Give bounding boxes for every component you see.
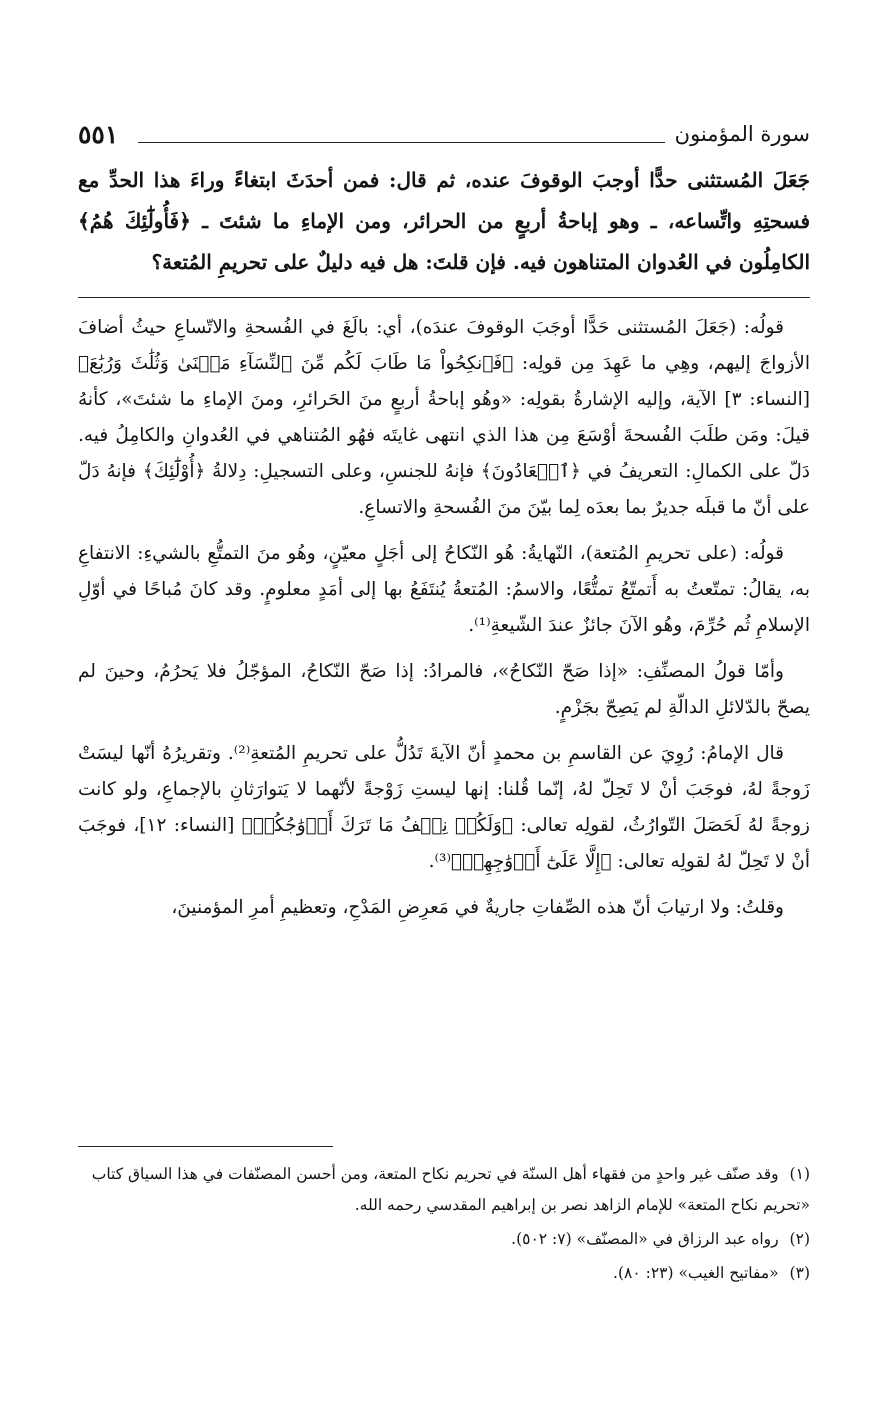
footnotes-section	[78, 1140, 810, 1292]
matn-text: جَعَلَ المُستثنى حدًّا أوجبَ الوقوفَ عنده، ثم قال: فمن أحدَثَ ابتغاءً وراءَ هذا الحدِّ مع فسحتِهِ واتِّساعه، ـ وهو إباحةُ أربعٍ من الحرائر، ومن الإماءِ ما شئتَ ـ ﴿فَأُولَٰٓئِكَ هُمُ﴾ الكامِلُون في العُدوان المتناهون فيه. فإن قلتَ: هل فيه دليلٌ على تحريمِ المُتعة؟	[78, 168, 810, 274]
running-header	[78, 118, 810, 154]
commentary-paragraph: قولُه: (جَعَلَ المُستثنى حَدًّا أوجَبَ الوقوفَ عندَه)، أي: بالَغَ في الفُسحةِ والاتّساعِ حيثُ أضافَ الأزواجَ إليهم، وهِي ما عَهِدَ مِن قولِه: ﴿فَٱنكِحُواْ مَا طَابَ لَكُم مِّنَ ٱلنِّسَآءِ مَثۡنَىٰ وَثُلَٰثَ وَرُبَٰعَ﴾ [النساء: ٣] الآية، وإليه الإشارةُ بقولِه: «وهُو إباحةُ أربعٍ منَ الحَرائرِ، ومنَ الإماءِ ما شئتَ»، كأنهُ قيلَ: ومَن طلَبَ الفُسحةَ أوْسَعَ مِن هذا الذي انتهى غايتَه فهُو المُتناهي في العُدوانِ والكامِلُ فيه. دَلّ على الكمالِ: التعريفُ في ﴿ٱلۡعَادُونَ﴾ فإنهُ للجنسِ، وعلى التسجيلِ: دِلالةُ ﴿أُوْلَٰٓئِكَ﴾ فإنهُ دَلّ على أنّ ما قبلَه جديرٌ بما بعدَه لِما بيّنَ منَ الفُسحةِ والاتساعِ.	[78, 317, 810, 518]
footnotes	[78, 1159, 810, 1289]
commentary-paragraph: وقلتُ: ولا ارتيابَ أنّ هذه الصِّفاتِ جاريةٌ في مَعرِضِ المَدْحِ، وتعظيمِ أمرِ المؤمنينَ،	[171, 897, 784, 918]
footnote-rule	[78, 1146, 333, 1147]
footnote	[78, 1224, 810, 1255]
matn-divider	[78, 297, 810, 298]
footnote-text: وقد صنّف غير واحدٍ من فقهاء أهل السنّة في تحريم نكاح المتعة، ومن أحسن المصنّفات في هذا السياق كتاب «تحريم نكاح المتعة» للإمام الزاهد نصر بن إبراهيم المقدسي رحمه الله.	[91, 1165, 810, 1214]
page-body	[78, 118, 810, 936]
commentary-paragraph: قال الإمامُ: رُوِيَ عن القاسمِ بن محمدٍ أنّ الآيةَ تَدُلُّ على تحريمِ المُتعةِ⁽²⁾. وتقريرُهُ أنّها ليسَتْ زَوجةً لهُ، فوجَبَ أنْ لا تَحِلّ لهُ، إنّما قُلنا: إنها ليستِ زَوْجةً لأنّهما لا يَتوارَثانِ بالإجماعِ، ولو كانت زوجةً لهُ لَحَصَلَ التّوارُثُ، لقولِه تعالى: ﴿وَلَكُمۡ نِصۡفُ مَا تَرَكَ أَزۡوَٰجُكُمۡ﴾ [النساء: ١٢]، فوجَبَ أنْ لا تَحِلّ لهُ لقولِه تعالى: ﴿إِلَّا عَلَىٰٓ أَزۡوَٰجِهِمۡ﴾⁽³⁾.	[78, 743, 810, 872]
commentary-paragraph: قولُه: (على تحريمِ المُتعة)، النّهايةُ: هُو النّكاحُ إلى أجَلٍ معيّنٍ، وهُو منَ التمتُّعِ بالشيءِ: الانتفاعِ به، يقالُ: تمتّعتُ به أَتمتّعُ تمتُّعًا، والاسمُ: المُتعةُ يُنتَفَعُ بها إلى أمَدٍ معلومٍ. وقد كانَ مُباحًا في أوّلِ الإسلامِ ثُم حُرِّمَ، وهُو الآنَ جائزٌ عندَ الشّيعةِ⁽¹⁾.	[78, 543, 810, 636]
surah-title: سورة المؤمنون	[674, 122, 810, 146]
footnote-text: «مفاتيح الغيب» (٢٣: ٨٠).	[613, 1264, 779, 1282]
footnote-number: (٢)	[789, 1230, 810, 1248]
footnote-number: (١)	[789, 1165, 810, 1183]
footnote-text: رواه عبد الرزاق في «المصنّف» (٧: ٥٠٢).	[511, 1230, 779, 1248]
page-number: ٥٥١	[78, 120, 119, 149]
commentary	[78, 310, 810, 926]
footnote	[78, 1159, 810, 1221]
header-rule	[138, 142, 665, 143]
commentary-paragraph: وأمّا قولُ المصنِّفِ: «إذا صَحّ النّكاحُ»، فالمرادُ: إذا صَحّ النّكاحُ، المؤجّلُ فلا يَحرُمُ، وحينَ لم يصحّ بالدّلائلِ الدالّةِ لم يَصِحّ بجَزْمٍ.	[78, 661, 810, 718]
footnote	[78, 1258, 810, 1289]
footnote-number: (٣)	[789, 1264, 810, 1282]
